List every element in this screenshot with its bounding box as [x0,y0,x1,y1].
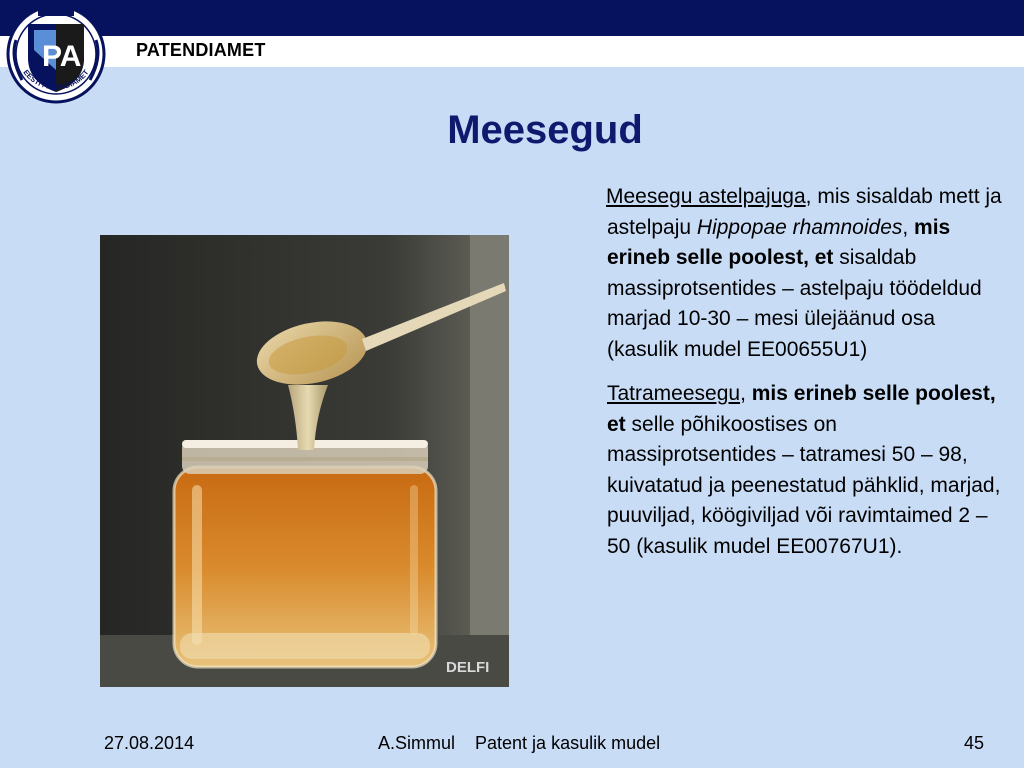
slide-title: Meesegud [447,108,643,152]
photo-watermark: DELFI [446,659,490,676]
text-span: sisaldab massiprotsentides – astelpaju töödeldud marjad 10-30 – mesi ülejäänud osa (kasulik mudel EE00655U1) [607,246,982,361]
footer-page-number: 45 [964,733,985,753]
claim-phrase: mis erineb selle poolest, et [607,215,951,269]
logo-letters: PA [42,40,82,73]
footer-author-title: A.Simmul Patent ja kasulik mudel [378,733,661,753]
honey-jar-photo [100,235,509,687]
patent-office-logo [0,0,112,104]
paragraph-1 [607,182,1007,365]
org-name: PATENDIAMET [136,40,266,60]
paragraph-2 [607,379,1007,562]
header-bar [0,0,1024,36]
slide-body [607,182,1007,562]
logo-ring-text: EESTI PATENDIAMET [21,67,91,92]
text-span: , mis sisaldab mett ja astelpaju [607,185,1002,239]
claim-phrase: mis erineb selle poolest, et [607,382,996,436]
term-sea-buckthorn-honey: Meesegu astelpajuga [606,185,806,208]
text-span: , [902,215,915,239]
term-buckwheat-honey: Tatrameesegu [607,382,741,405]
text-span: , [740,382,752,405]
latin-name: Hippopae rhamnoides [696,215,903,239]
footer-date: 27.08.2014 [104,733,195,753]
text-span: selle põhikoostises on massiprotsentides – tatramesi 50 – 98, kuivatatud ja peenestatud pähklid, marjad, puuviljad, köögiviljad või ravimtaimed 2 – 50 (kasulik mudel EE00767U1). [607,412,1001,558]
